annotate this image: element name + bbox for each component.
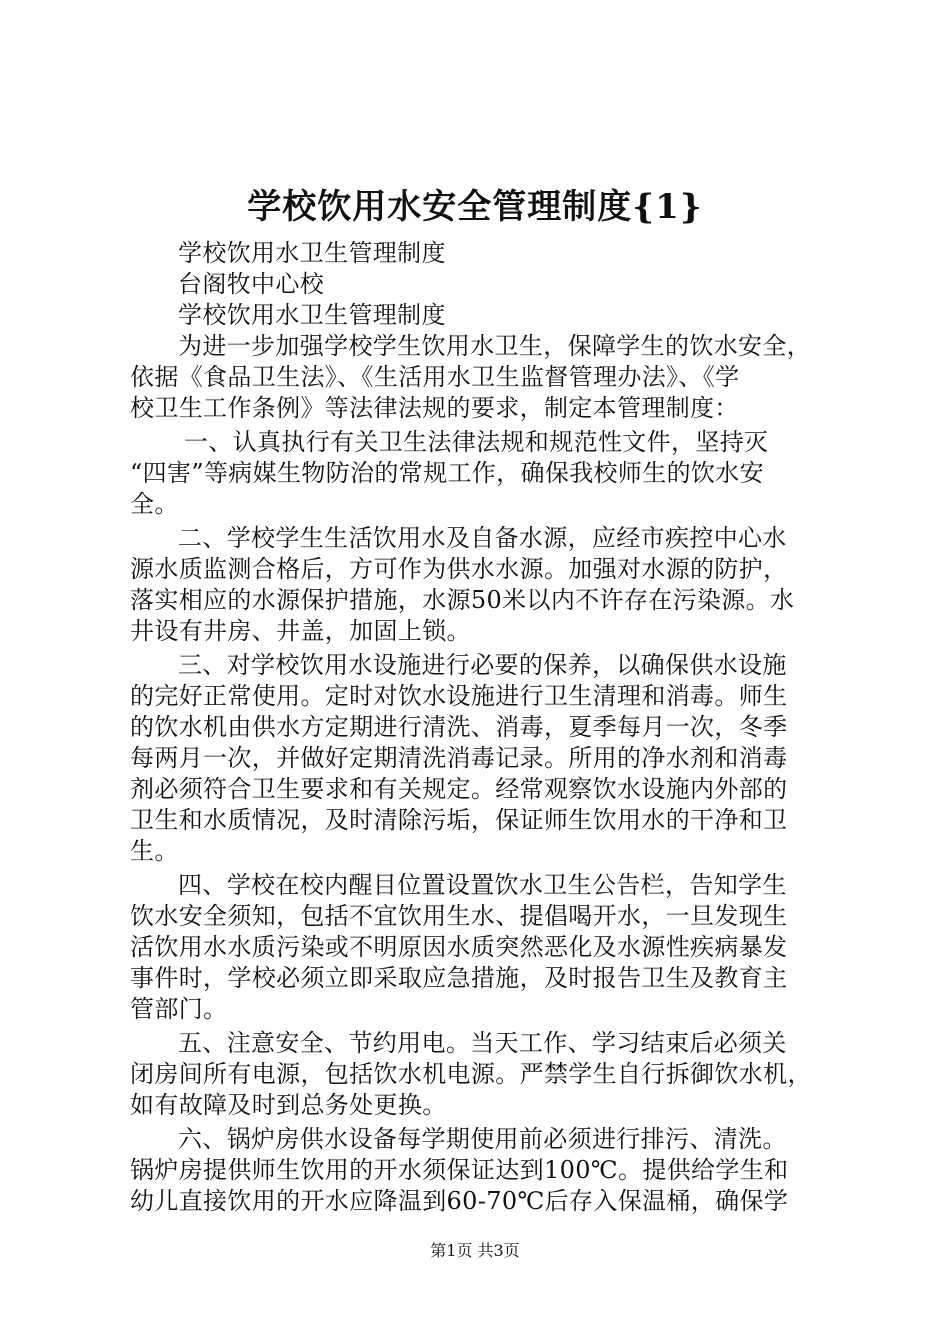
- paragraph-line: 管部门。: [130, 995, 228, 1023]
- paragraph-line: 锅炉房提供师生饮用的开水须保证达到100℃。提供给学生和: [130, 1156, 789, 1184]
- paragraph-line: 源水质监测合格后，方可作为供水水源。加强对水源的防护，: [130, 555, 788, 583]
- page-footer: 第1页 共3页: [430, 1241, 520, 1260]
- paragraph-item-4: [130, 870, 840, 1025]
- paragraph-line: 幼儿直接饮用的开水应降温到60-70℃后存入保温桶，确保学: [130, 1187, 789, 1215]
- paragraph-line: 的完好正常使用。定时对饮水设施进行卫生清理和消毒。师生: [130, 682, 788, 710]
- document-body: [130, 238, 840, 1217]
- paragraph-line: 四、学校在校内醒目位置设置饮水卫生公告栏，告知学生: [178, 871, 787, 899]
- paragraph-line: 依据《食品卫生法》、《生活用水卫生监督管理办法》、《学: [130, 363, 740, 391]
- paragraph-line: 每两月一次，并做好定期清洗消毒记录。所用的净水剂和消毒: [130, 744, 788, 772]
- header-line-school-rules: 学校饮用水卫生管理制度: [178, 239, 446, 267]
- paragraph-item-2: [130, 523, 840, 647]
- paragraph-line: 生。: [130, 837, 179, 865]
- paragraph-line: 卫生和水质情况，及时清除污垢，保证师生饮用水的干净和卫: [130, 806, 788, 834]
- paragraph-intro: [130, 331, 840, 424]
- paragraph-line: 如有故障及时到总务处更换。: [130, 1091, 447, 1119]
- paragraph-line: 校卫生工作条例》等法律法规的要求，制定本管理制度：: [130, 394, 739, 422]
- paragraph-line: 全。: [130, 490, 179, 518]
- header-line-rules-title: 学校饮用水卫生管理制度: [178, 301, 446, 329]
- paragraph-line: 事件时，学校必须立即采取应急措施，及时报告卫生及教育主: [130, 964, 788, 992]
- paragraph-item-5: [130, 1028, 840, 1121]
- paragraph-line: 二、学校学生生活饮用水及自备水源，应经市疾控中心水: [178, 524, 787, 552]
- paragraph-line: 闭房间所有电源，包括饮水机电源。严禁学生自行拆御饮水机，: [130, 1060, 812, 1088]
- paragraph-line: 的饮水机由供水方定期进行清洗、消毒，夏季每月一次，冬季: [130, 713, 788, 741]
- paragraph-line: 五、注意安全、节约用电。当天工作、学习结束后必须关: [178, 1029, 787, 1057]
- paragraph-item-6: [130, 1124, 840, 1217]
- paragraph-line: 井设有井房、井盖，加固上锁。: [130, 617, 471, 645]
- paragraph-item-3: [130, 650, 840, 867]
- paragraph-item-1: [130, 427, 840, 520]
- paragraph-line: 一、认真执行有关卫生法律法规和规范性文件，坚持灭: [184, 428, 769, 456]
- paragraph-line: 六、锅炉房供水设备每学期使用前必须进行排污、清洗。: [178, 1125, 787, 1153]
- paragraph-line: 为进一步加强学校学生饮用水卫生，保障学生的饮水安全，: [178, 332, 812, 360]
- paragraph-line: 三、对学校饮用水设施进行必要的保养，以确保供水设施: [178, 651, 787, 679]
- paragraph-line: 剂必须符合卫生要求和有关规定。经常观察饮水设施内外部的: [130, 775, 788, 803]
- paragraph-line: “四害”等病媒生物防治的常规工作，确保我校师生的饮水安: [130, 459, 764, 487]
- paragraph-line: 活饮用水水质污染或不明原因水质突然恶化及水源性疾病暴发: [130, 933, 788, 961]
- header-line-school-name: 台阁牧中心校: [178, 270, 325, 298]
- paragraph-line: 饮水安全须知，包括不宜饮用生水、提倡喝开水，一旦发现生: [130, 902, 788, 930]
- paragraph-line: 落实相应的水源保护措施，水源50米以内不许存在污染源。水: [130, 586, 795, 614]
- document-title: 学校饮用水安全管理制度{1}: [247, 187, 703, 227]
